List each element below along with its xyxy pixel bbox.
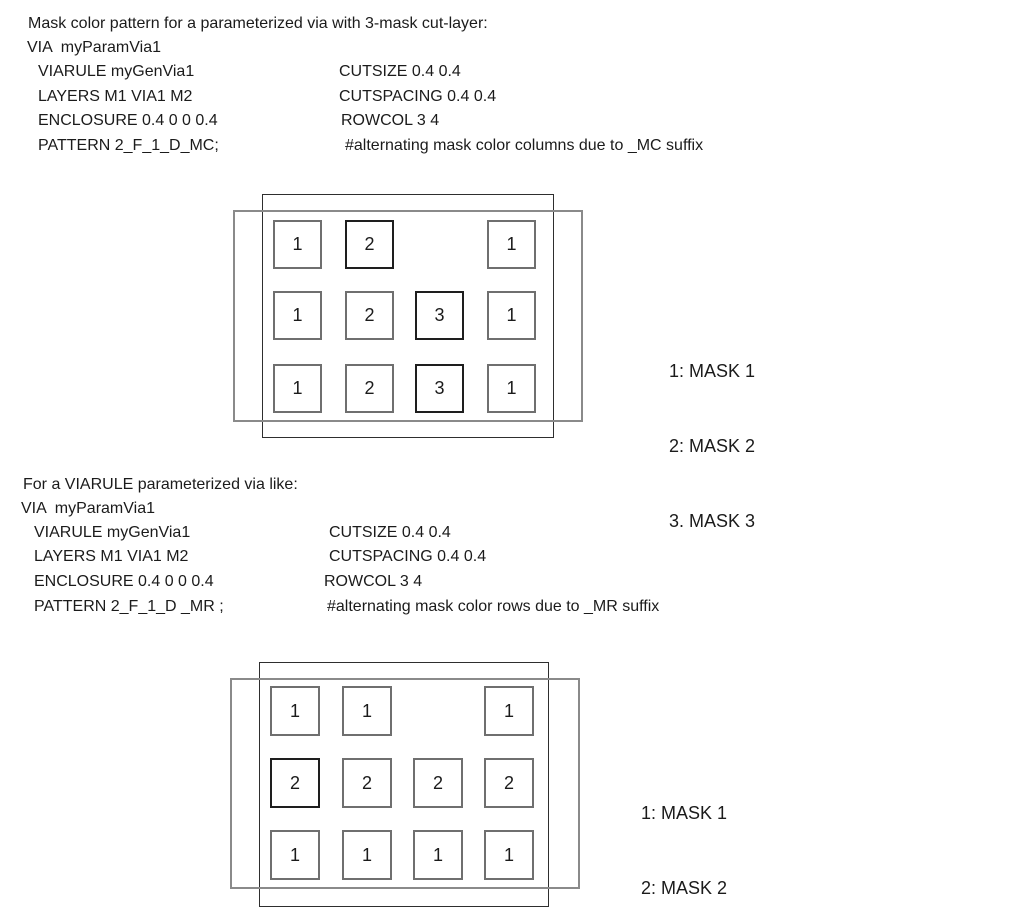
legend-line-mask3: 3. MASK 3 — [669, 511, 756, 531]
cut-square-mask2: 2 — [342, 758, 392, 808]
comment-stmt-2: #alternating mask color rows due to _MR suffix — [327, 598, 660, 615]
via-statement-2: VIA myParamVia1 — [21, 500, 155, 517]
via-statement-1: VIA myParamVia1 — [27, 39, 161, 56]
figure-caption-2: For a VIARULE parameterized via like: — [23, 476, 298, 493]
cutspacing-stmt-1: CUTSPACING 0.4 0.4 — [339, 88, 497, 105]
cut-square-mask2: 2 — [484, 758, 534, 808]
pattern-stmt-2: PATTERN 2_F_1_D _MR ; — [34, 598, 224, 615]
cut-square-mask2: 2 — [345, 220, 394, 269]
legend-line-mask1: 1: MASK 1 — [669, 361, 756, 381]
comment-stmt-1: #alternating mask color columns due to _MC suffix — [345, 137, 704, 154]
cut-square-mask1: 1 — [270, 830, 320, 880]
legend-line-mask2: 2: MASK 2 — [641, 878, 728, 898]
cut-square-mask1: 1 — [270, 686, 320, 736]
enclosure-stmt-2: ENCLOSURE 0.4 0 0 0.4 — [34, 573, 214, 590]
cut-square-mask3: 3 — [415, 364, 464, 413]
cutsize-stmt-2: CUTSIZE 0.4 0.4 — [329, 524, 451, 541]
cut-square-mask1: 1 — [487, 364, 536, 413]
cut-square-mask2: 2 — [345, 364, 394, 413]
rowcol-stmt-2: ROWCOL 3 4 — [324, 573, 423, 590]
cut-square-mask1: 1 — [273, 291, 322, 340]
cut-square-mask1: 1 — [484, 686, 534, 736]
cut-square-mask2: 2 — [413, 758, 463, 808]
layers-stmt-1: LAYERS M1 VIA1 M2 — [38, 88, 193, 105]
cut-square-mask1: 1 — [487, 291, 536, 340]
cut-square-mask1: 1 — [413, 830, 463, 880]
cut-square-mask1: 1 — [484, 830, 534, 880]
cut-square-mask1: 1 — [342, 830, 392, 880]
viarule-stmt-2: VIARULE myGenVia1 — [34, 524, 191, 541]
cut-square-mask1: 1 — [273, 220, 322, 269]
viarule-stmt-1: VIARULE myGenVia1 — [38, 63, 195, 80]
cutsize-stmt-1: CUTSIZE 0.4 0.4 — [339, 63, 461, 80]
mask-legend-2 — [641, 751, 727, 920]
cut-square-mask1: 1 — [487, 220, 536, 269]
cut-square-mask2: 2 — [345, 291, 394, 340]
figure-caption-1: Mask color pattern for a parameterized via with 3-mask cut-layer: — [28, 15, 488, 32]
enclosure-stmt-1: ENCLOSURE 0.4 0 0 0.4 — [38, 112, 218, 129]
cut-square-mask1: 1 — [342, 686, 392, 736]
cutspacing-stmt-2: CUTSPACING 0.4 0.4 — [329, 548, 487, 565]
pattern-stmt-1: PATTERN 2_F_1_D_MC; — [38, 137, 219, 154]
cut-square-mask3: 3 — [415, 291, 464, 340]
cut-square-mask2: 2 — [270, 758, 320, 808]
rowcol-stmt-1: ROWCOL 3 4 — [341, 112, 440, 129]
cut-square-mask1: 1 — [273, 364, 322, 413]
layers-stmt-2: LAYERS M1 VIA1 M2 — [34, 548, 189, 565]
legend-line-mask2: 2: MASK 2 — [669, 436, 756, 456]
legend-line-mask1: 1: MASK 1 — [641, 803, 728, 823]
